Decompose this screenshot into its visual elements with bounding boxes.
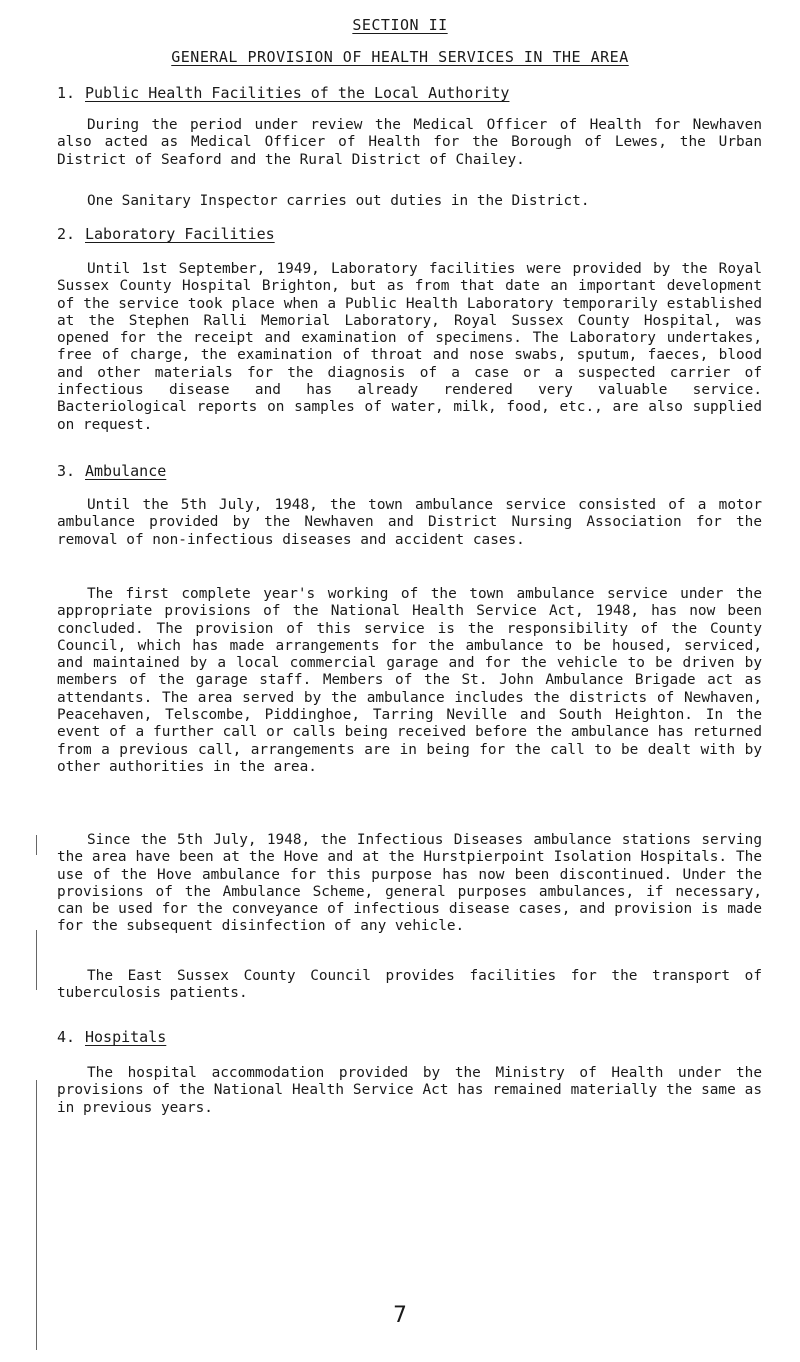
paragraph: One Sanitary Inspector carries out duties in the District. xyxy=(87,193,590,209)
scan-edge-mark xyxy=(36,1080,37,1350)
paragraph: During the period under review the Medical Officer of Health for Newhaven also acted as Medical Officer of Health for the Borough of Lewes, the Urban District of Seaford and the Rural District of Chailey. xyxy=(57,117,762,168)
section-heading-4 xyxy=(57,1028,166,1046)
section-heading-2 xyxy=(57,225,275,243)
paragraph: Since the 5th July, 1948, the Infectious Diseases ambulance stations serving the area have been at the Hove and at the Hurstpierpoint Isolation Hospitals. The use of the Hove ambulance for this purpose has now been discontinued. Under the provisions of the Ambulance Scheme, general purposes ambulances, if necessary, can be used for the conveyance of infectious disease cases, and provision is made for the subsequent disinfection of any vehicle. xyxy=(57,832,762,935)
paragraph: Until 1st September, 1949, Laboratory facilities were provided by the Royal Sussex County Hospital Brighton, but as from that date an important development of the service took place when a Public Health Laboratory temporarily established at the Stephen Ralli Memorial Laboratory, Royal Sussex County Hospital, was opened for the receipt and examination of specimens. The Laboratory undertakes, free of charge, the examination of throat and nose swabs, sputum, faeces, blood and other materials for the diagnosis of a case or a suspected carrier of infectious disease and has already rendered very valuable service. Bacteriological reports on samples of water, milk, food, etc., are also supplied on request. xyxy=(57,261,762,433)
section-heading-3 xyxy=(57,462,166,480)
paragraph: The hospital accommodation provided by the Ministry of Health under the provisions of the National Health Service Act has remained materially the same as in previous years. xyxy=(57,1065,762,1116)
page-number: 7 xyxy=(393,1303,407,1328)
section-number: 2. xyxy=(57,225,76,243)
section-heading-1 xyxy=(57,84,509,102)
paragraph: The East Sussex County Council provides facilities for the transport of tuberculosis patients. xyxy=(57,968,762,1002)
section-title-2: Laboratory Facilities xyxy=(85,225,275,243)
section-title: SECTION II xyxy=(352,16,448,34)
section-title-1: Public Health Facilities of the Local Authority xyxy=(85,84,510,102)
scan-edge-mark xyxy=(36,930,37,990)
section-number: 3. xyxy=(57,462,76,480)
section-title-3: Ambulance xyxy=(85,462,167,480)
section-number: 4. xyxy=(57,1028,76,1046)
section-number: 1. xyxy=(57,84,76,102)
section-title-4: Hospitals xyxy=(85,1028,167,1046)
scan-edge-mark xyxy=(36,835,37,855)
paragraph: Until the 5th July, 1948, the town ambulance service consisted of a motor ambulance provided by the Newhaven and District Nursing Association for the removal of non-infectious diseases and accident cases. xyxy=(57,497,762,548)
main-heading: GENERAL PROVISION OF HEALTH SERVICES IN THE AREA xyxy=(171,48,629,66)
paragraph: The first complete year's working of the town ambulance service under the appropriate provisions of the National Health Service Act, 1948, has now been concluded. The provision of this service is the responsibility of the County Council, which has made arrangements for the ambulance to be housed, serviced, and maintained by a local commercial garage and for the vehicle to be driven by members of the garage staff. Members of the St. John Ambulance Brigade act as attendants. The area served by the ambulance includes the districts of Newhaven, Peacehaven, Telscombe, Piddinghoe, Tarring Neville and South Heighton. In the event of a further call or calls being received before the ambulance has returned from a previous call, arrangements are in being for the call to be dealt with by other authorities in the area. xyxy=(57,586,762,775)
